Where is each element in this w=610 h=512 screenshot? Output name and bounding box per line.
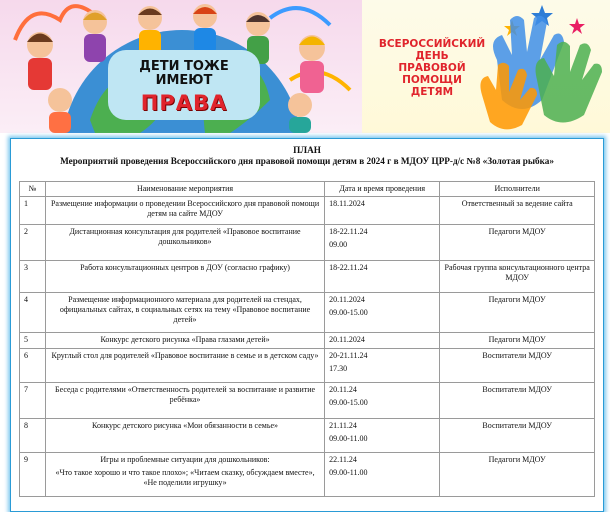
row-exec: Рабочая группа консультационного центра МДОУ bbox=[440, 261, 595, 293]
row-date-value: 21.11.24 bbox=[329, 421, 357, 430]
row-date-value: 22.11.24 bbox=[329, 455, 357, 464]
plan-document bbox=[10, 138, 604, 512]
legal-aid-day-banner bbox=[362, 0, 610, 133]
caption-line-3: ПРАВА bbox=[140, 91, 228, 115]
header-num: № bbox=[20, 182, 46, 197]
document-subtitle: Мероприятий проведения Всероссийского дня правовой помощи детям в 2024 г в МДОУ ЦРР-д/с №8 «Золотая рыбка» bbox=[60, 156, 554, 166]
row-time-value: 09.00-11.00 bbox=[329, 434, 368, 443]
row-exec: Воспитатели МДОУ bbox=[440, 419, 595, 453]
row-exec: Ответственный за ведение сайта bbox=[440, 197, 595, 225]
table-row bbox=[20, 333, 595, 349]
right-title-line-5: ДЕТЯМ bbox=[410, 86, 454, 98]
row-name: Дистанционная консультация для родителей «Правовое воспитание дошкольников» bbox=[45, 225, 324, 261]
row-name: Круглый стол для родителей «Правовое воспитание в семье и в детском саду» bbox=[45, 349, 324, 383]
row-date bbox=[325, 197, 440, 225]
table-row bbox=[20, 349, 595, 383]
document-title: ПЛАН bbox=[293, 145, 321, 155]
row-date-value: 20.11.24 bbox=[329, 385, 357, 394]
row-date-value: 18-22.11.24 bbox=[329, 263, 368, 272]
row-name: Конкурс детского рисунка «Мои обязанности в семье» bbox=[45, 419, 324, 453]
row-date-value: 20.11.2024 bbox=[329, 295, 365, 304]
legal-aid-day-title bbox=[372, 38, 492, 98]
rights-caption bbox=[108, 50, 260, 120]
events-table bbox=[19, 181, 595, 497]
row-name bbox=[45, 453, 324, 497]
row-date-value: 18.11.2024 bbox=[329, 199, 365, 208]
row-date bbox=[325, 419, 440, 453]
table-header-row bbox=[20, 182, 595, 197]
row-date bbox=[325, 261, 440, 293]
caption-line-1: ДЕТИ ТОЖЕ bbox=[139, 59, 229, 74]
row-time-value: 09.00 bbox=[329, 240, 348, 249]
table-row bbox=[20, 383, 595, 419]
row-date bbox=[325, 333, 440, 349]
row-exec: Педагоги МДОУ bbox=[440, 225, 595, 261]
row-time-value: 09.00-15.00 bbox=[329, 398, 368, 407]
row-date bbox=[325, 225, 440, 261]
table-row bbox=[20, 453, 595, 497]
row-time-value: 09.00-11.00 bbox=[329, 468, 368, 477]
right-title-line-3: ПРАВОВОЙ bbox=[398, 62, 466, 74]
right-title-line-2: ДЕНЬ bbox=[415, 50, 449, 62]
row-num: 7 bbox=[20, 383, 46, 419]
row-date-value: 18-22.11.24 bbox=[329, 227, 368, 236]
row-exec: Педагоги МДОУ bbox=[440, 333, 595, 349]
row-time-value: 09.00-15.00 bbox=[329, 308, 368, 317]
row-time-value: 17.30 bbox=[329, 364, 348, 373]
row-date bbox=[325, 383, 440, 419]
row-name: Конкурс детского рисунка «Права глазами детей» bbox=[45, 333, 324, 349]
table-row bbox=[20, 225, 595, 261]
row-date bbox=[325, 349, 440, 383]
row-exec: Воспитатели МДОУ bbox=[440, 383, 595, 419]
row-date-value: 20.11.2024 bbox=[329, 335, 365, 344]
document-heading bbox=[11, 145, 603, 167]
right-title-line-4: ПОМОЩИ bbox=[402, 74, 462, 86]
row-date bbox=[325, 293, 440, 333]
row-num: 3 bbox=[20, 261, 46, 293]
table-row bbox=[20, 197, 595, 225]
table-row bbox=[20, 419, 595, 453]
right-title-line-1: ВСЕРОССИЙСКИЙ bbox=[378, 38, 486, 50]
header-name: Наименование мероприятия bbox=[45, 182, 324, 197]
table-row bbox=[20, 261, 595, 293]
table-row bbox=[20, 293, 595, 333]
row-num: 1 bbox=[20, 197, 46, 225]
row-name: Работа консультационных центров в ДОУ (согласно графику) bbox=[45, 261, 324, 293]
children-earth-illustration bbox=[0, 0, 362, 133]
row-num: 5 bbox=[20, 333, 46, 349]
row-num: 2 bbox=[20, 225, 46, 261]
row-exec: Педагоги МДОУ bbox=[440, 453, 595, 497]
row-name: Беседа с родителями «Ответственность родителей за воспитание и развитие ребёнка» bbox=[45, 383, 324, 419]
row-date bbox=[325, 453, 440, 497]
row-name: Размещение информационного материала для родителей на стендах, официальных сайтах, в социальных сетях на тему «Правовое воспитание детей» bbox=[45, 293, 324, 333]
header-date: Дата и время проведения bbox=[325, 182, 440, 197]
caption-line-2: ИМЕЮТ bbox=[155, 73, 213, 88]
row-exec: Педагоги МДОУ bbox=[440, 293, 595, 333]
row-date-value: 20-21.11.24 bbox=[329, 351, 368, 360]
row-num: 8 bbox=[20, 419, 46, 453]
row-num: 4 bbox=[20, 293, 46, 333]
header-banner bbox=[0, 0, 610, 133]
row-name-line-2: «Что такое хорошо и что такое плохо»; «Читаем сказку, обсуждаем вместе», «Не поделили игрушку» bbox=[55, 468, 315, 487]
row-num: 9 bbox=[20, 453, 46, 497]
row-name-line-1: Игры и проблемные ситуации для дошкольников: bbox=[100, 455, 270, 464]
row-name: Размещение информации о проведении Всероссийского дня правовой помощи детям на сайте МДОУ bbox=[45, 197, 324, 225]
header-exec: Исполнители bbox=[440, 182, 595, 197]
row-exec: Воспитатели МДОУ bbox=[440, 349, 595, 383]
row-num: 6 bbox=[20, 349, 46, 383]
